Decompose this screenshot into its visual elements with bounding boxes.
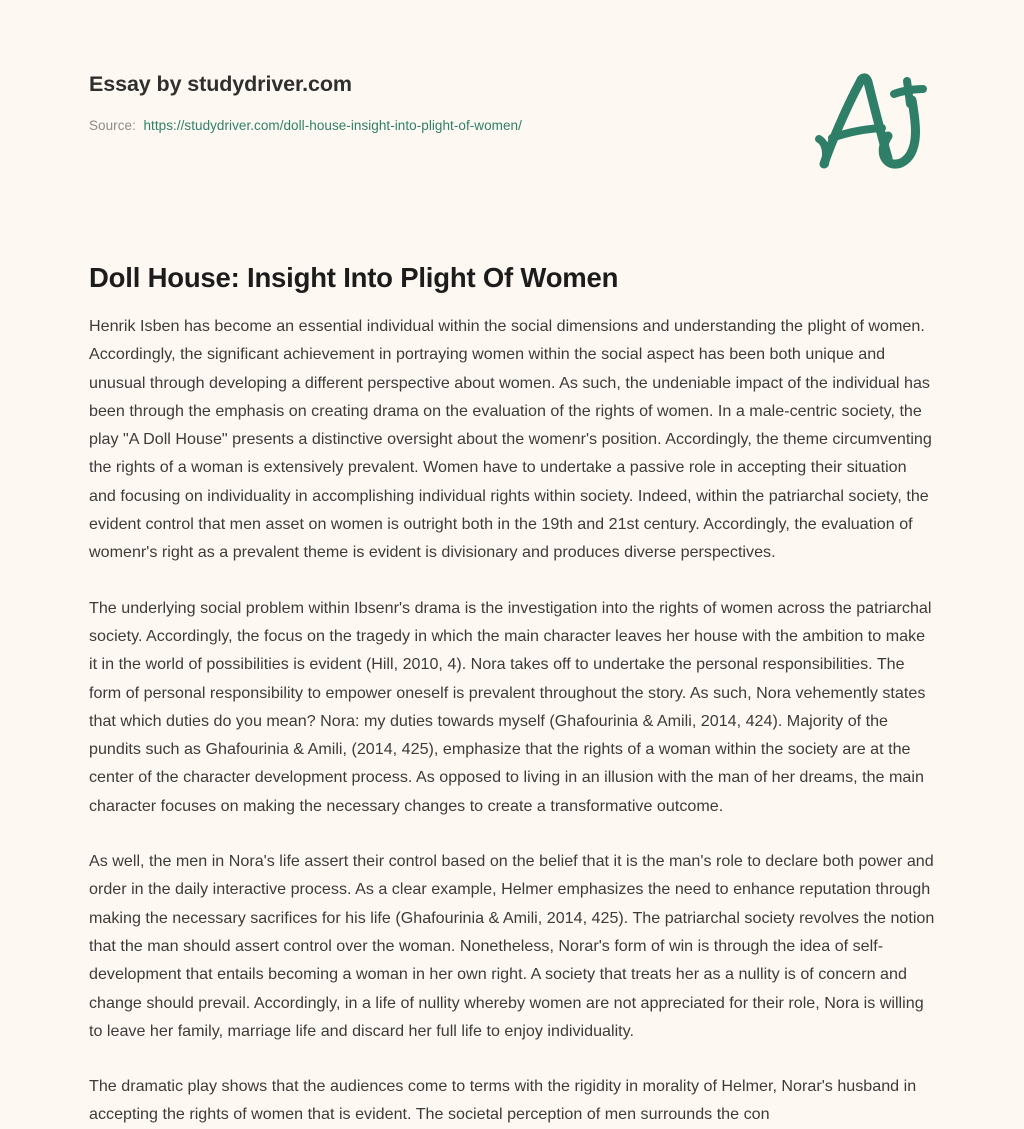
paragraph: Henrik Isben has become an essential individual within the social dimensions and understanding the plight of women. Accordingly, the significant achievement in portraying women within the social aspect has been both unique and unusual through developing a different perspective about women. As such, the undeniable impact of the individual has been through the emphasis on creating drama on the evaluation of the rights of women. In a male-centric society, the play "A Doll House" presents a distinctive oversight about the womenr's position. Accordingly, the theme circumventing the rights of a woman is extensively prevalent. Women have to undertake a passive role in accepting their situation and focusing on individuality in accomplishing individual rights within society. Indeed, within the patriarchal society, the evident control that men asset on women is outright both in the 19th and 21st century. Accordingly, the evaluation of womenr's right as a prevalent theme is evident is divisionary and produces diverse perspectives. [89,317,932,562]
a-plus-logo-icon [806,66,936,178]
paragraph: As well, the men in Nora's life assert their control based on the belief that it is the man's role to declare both power and order in the daily interactive process. As a clear example, Helmer emphasizes the need to enhance reputation through making the necessary sacrifices for his life (Ghafourinia & Amili, 2014, 425). The patriarchal society revolves the notion that the man should assert control over the woman. Nonetheless, Norar's form of win is through the idea of self-development that entails becoming a woman in her own right. A society that treats her as a nullity is of concern and change should prevail. Accordingly, in a life of nullity whereby women are not appreciated for their role, Nora is willing to leave her family, marriage life and discard her full life to enjoy individuality. [89,852,935,1040]
source-label: Source: [89,118,136,133]
essay-byline: Essay by studydriver.com [89,72,352,96]
source-url-link[interactable]: https://studydriver.com/doll-house-insight-into-plight-of-women/ [143,118,522,133]
document-header [0,0,1024,200]
paragraph: The dramatic play shows that the audiences come to terms with the rigidity in morality of Helmer, Norar's husband in accepting the rights of women that is evident. The societal perception of men surrounds the con [89,1077,917,1124]
paragraph: The underlying social problem within Ibsenr's drama is the investigation into the rights of women across the patriarchal society. Accordingly, the focus on the tragedy in which the main character leaves her house with the ambition to make it in the world of possibilities is evident (Hill, 2010, 4). Nora takes off to undertake the personal responsibilities. The form of personal responsibility to empower oneself is prevalent throughout the story. As such, Nora vehemently states that which duties do you mean? Nora: my duties towards myself (Ghafourinia & Amili, 2014, 424). Majority of the pundits such as Ghafourinia & Amili, (2014, 425), emphasize that the rights of a woman within the society are at the center of the character development process. As opposed to living in an illusion with the man of her dreams, the main character focuses on making the necessary changes to create a transformative outcome. [89,598,932,815]
page-title: Doll House: Insight Into Plight Of Women [89,262,619,294]
article-body [89,312,935,1129]
source-line [89,118,522,133]
